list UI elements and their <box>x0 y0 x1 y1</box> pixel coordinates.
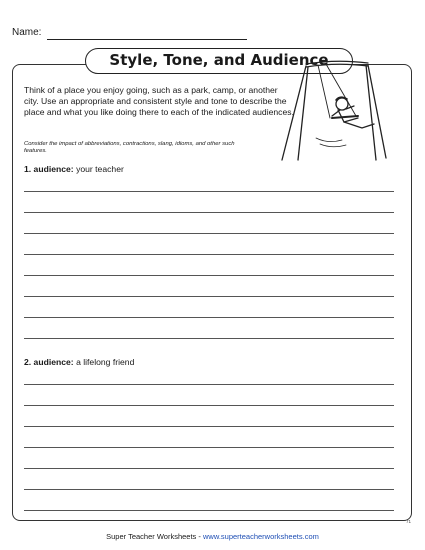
question-1-number: 1. audience: <box>24 164 74 174</box>
footer-separator: - <box>196 532 203 541</box>
name-label: Name: <box>12 27 42 38</box>
answer-line[interactable] <box>24 296 394 297</box>
page-number: 71 <box>405 519 411 524</box>
answer-line[interactable] <box>24 468 394 469</box>
question-1-audience: your teacher <box>76 164 124 174</box>
question-2-audience: a lifelong friend <box>76 357 135 367</box>
answer-line[interactable] <box>24 212 394 213</box>
answer-line[interactable] <box>24 405 394 406</box>
answer-line[interactable] <box>24 233 394 234</box>
swing-illustration <box>276 58 388 162</box>
answer-line[interactable] <box>24 384 394 385</box>
answer-line[interactable] <box>24 447 394 448</box>
consider-note: Consider the impact of abbreviations, contractions, slang, idioms, and other such features. <box>24 141 235 155</box>
footer-brand: Super Teacher Worksheets <box>106 532 197 541</box>
name-field[interactable] <box>47 39 247 40</box>
question-1 <box>24 164 124 174</box>
prompt-text: Think of a place you enjoy going, such as a park, camp, or another city. Use an appropriate and consistent style and tone to describe the place and what you like doing there to each of the indicated audiences. <box>24 85 294 117</box>
footer-site-link[interactable]: www.superteacherworksheets.com <box>202 532 319 541</box>
answer-line[interactable] <box>24 254 394 255</box>
answer-line[interactable] <box>24 510 394 511</box>
answer-line[interactable] <box>24 338 394 339</box>
answer-line[interactable] <box>24 191 394 192</box>
answer-line[interactable] <box>24 275 394 276</box>
answer-line[interactable] <box>24 317 394 318</box>
answer-line[interactable] <box>24 426 394 427</box>
footer <box>0 532 425 541</box>
answer-line[interactable] <box>24 489 394 490</box>
worksheet-title: Style, Tone, and Audience <box>85 48 353 74</box>
question-2 <box>24 357 134 367</box>
question-2-number: 2. audience: <box>24 357 74 367</box>
